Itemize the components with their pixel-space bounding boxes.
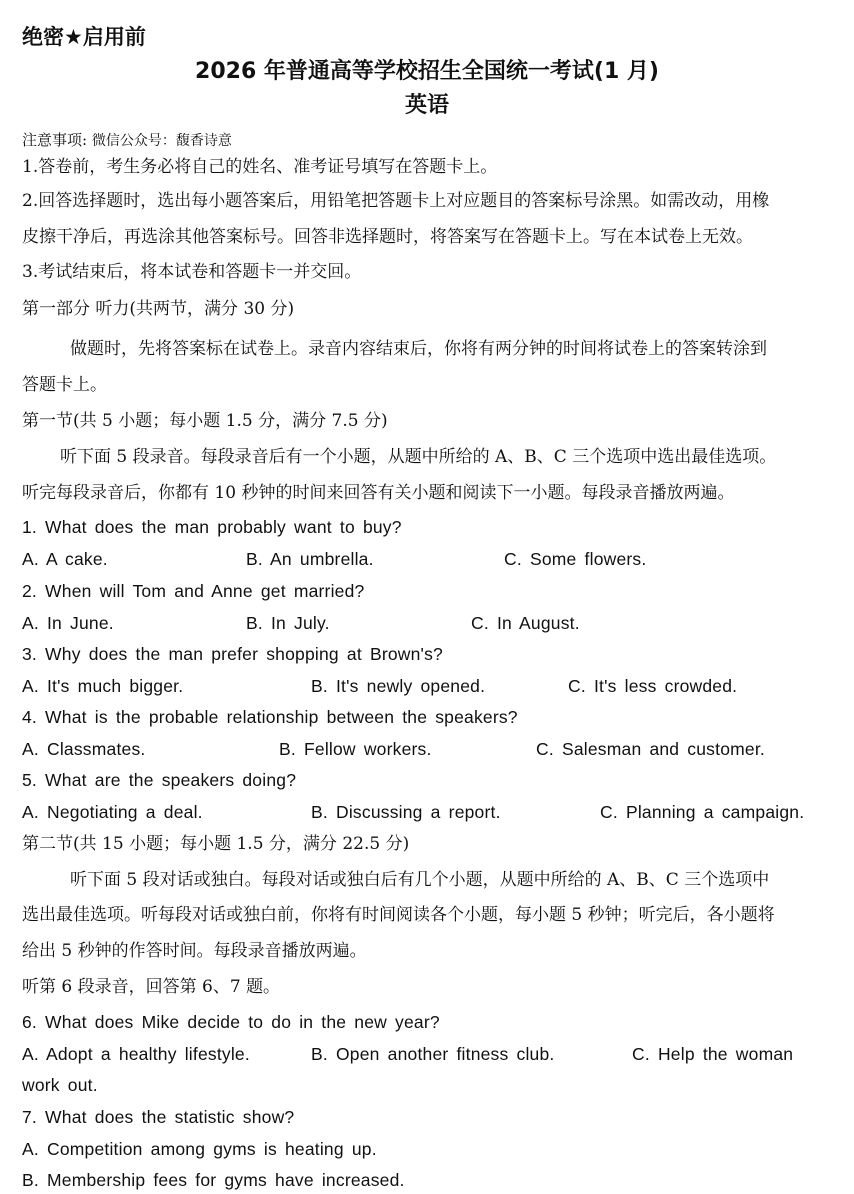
part1-intro-line-1: 做题时，先将答案标在试卷上。录音内容结束后，你将有两分钟的时间将试卷上的答案转涂到 [70,339,767,359]
option-b: B. Fellow workers. [279,739,432,759]
option-a: A. Classmates. [22,739,146,759]
question-2: 2. When will Tom and Anne get married? [22,581,365,601]
option-a: A. Negotiating a deal. [22,802,203,822]
option-b: B. An umbrella. [246,549,374,569]
question-5: 5. What are the speakers doing? [22,770,297,790]
option-b: B. Open another fitness club. [311,1044,555,1064]
notes-heading: 注意事项: [22,131,88,149]
option-a: A. A cake. [22,549,108,569]
section2-intro-line-3: 给出 5 秒钟的作答时间。每段录音播放两遍。 [22,941,367,961]
option-c: C. Some flowers. [504,549,647,569]
question-7-option-b: B. Membership fees for gyms have increased. [22,1170,405,1190]
section2-heading: 第二节(共 15 小题；每小题 1.5 分，满分 22.5 分) [22,834,410,854]
notes-source: 微信公众号：馥香诗意 [91,133,232,149]
confidential-label: 绝密★启用前 [22,25,146,49]
subject-title: 英语 [404,93,449,118]
note-item-1: 1.答卷前，考生务必将自己的姓名、准考证号填写在答题卡上。 [22,157,498,177]
question-6: 6. What does Mike decide to do in the new year? [22,1012,440,1032]
section1-intro-line-1: 听下面 5 段录音。每段录音后有一个小题，从题中所给的 A、B、C 三个选项中选出最佳选项。 [60,447,777,467]
question-7-option-a: A. Competition among gyms is heating up. [22,1139,377,1159]
passage-6-instruction: 听第 6 段录音，回答第 6、7 题。 [22,977,281,997]
question-6-option-c-continued: work out. [22,1075,98,1095]
section1-intro-line-2: 听完每段录音后，你都有 10 秒钟的时间来回答有关小题和阅读下一小题。每段录音播放两遍。 [22,483,735,503]
option-c: C. In August. [471,613,580,633]
section1-heading: 第一节(共 5 小题；每小题 1.5 分，满分 7.5 分) [22,411,388,431]
option-a: A. It's much bigger. [22,676,184,696]
option-c: C. Planning a campaign. [600,802,805,822]
notes-heading-line [22,129,232,152]
question-3: 3. Why does the man prefer shopping at Brown's? [22,644,443,664]
option-c: C. Help the woman [632,1044,794,1064]
section2-intro-line-2: 选出最佳选项。听每段对话或独白前，你将有时间阅读各个小题，每小题 5 秒钟；听完后，各小题将 [22,905,775,925]
part1-heading: 第一部分 听力(共两节，满分 30 分) [22,299,295,319]
question-7: 7. What does the statistic show? [22,1107,295,1127]
note-item-3: 3.考试结束后，将本试卷和答题卡一并交回。 [22,262,362,282]
option-c: C. It's less crowded. [568,676,738,696]
part1-intro-line-2: 答题卡上。 [22,375,107,395]
option-a: A. Adopt a healthy lifestyle. [22,1044,250,1064]
option-b: B. It's newly opened. [311,676,486,696]
exam-title: 2026 年普通高等学校招生全国统一考试(1 月) [195,59,659,84]
option-c: C. Salesman and customer. [536,739,765,759]
note-item-2-line-2: 皮擦干净后，再选涂其他答案标号。回答非选择题时，将答案写在答题卡上。写在本试卷上无效。 [22,227,753,247]
question-1: 1. What does the man probably want to buy? [22,517,402,537]
option-b: B. Discussing a report. [311,802,501,822]
section2-intro-line-1: 听下面 5 段对话或独白。每段对话或独白后有几个小题，从题中所给的 A、B、C 三个选项中 [70,870,770,890]
question-4: 4. What is the probable relationship between the speakers? [22,707,518,727]
note-item-2-line-1: 2.回答选择题时，选出每小题答案后，用铅笔把答题卡上对应题目的答案标号涂黑。如需改动，用橡 [22,191,770,211]
option-b: B. In July. [246,613,330,633]
option-a: A. In June. [22,613,114,633]
